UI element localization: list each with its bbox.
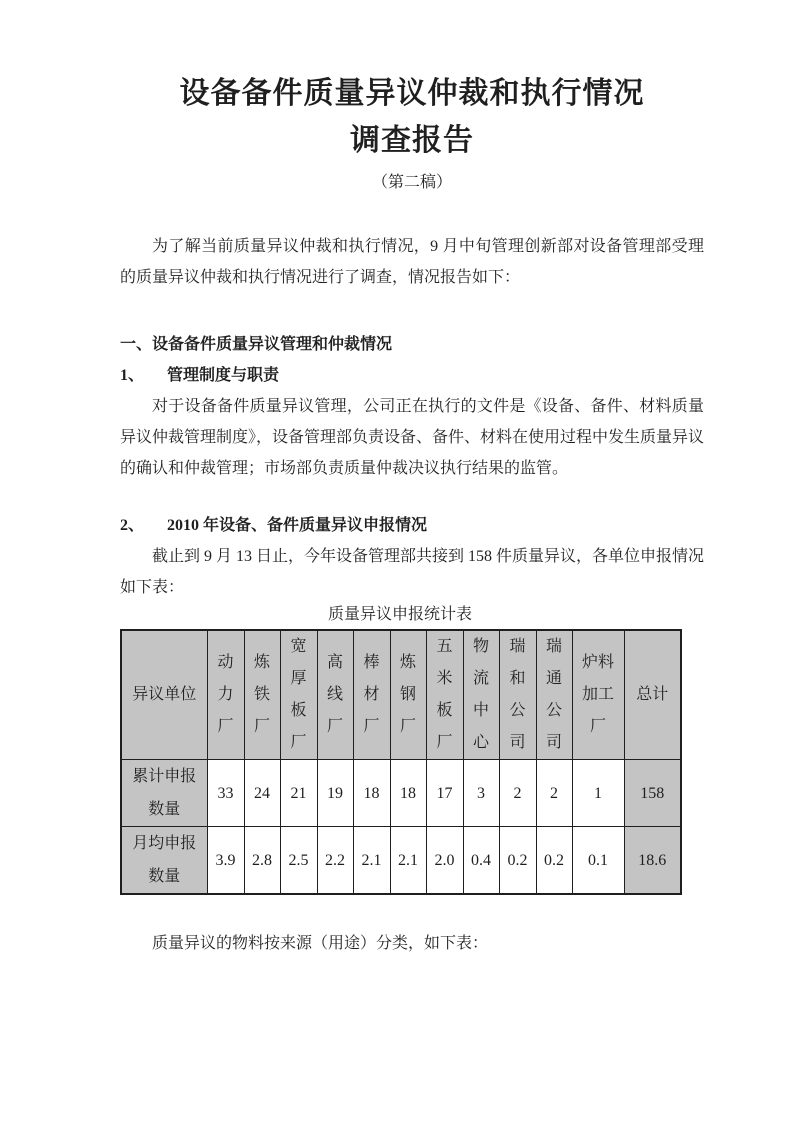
value-cell: 2.0 — [426, 827, 463, 895]
value-cell: 2 — [536, 760, 572, 827]
header-cell: 高线厂 — [317, 630, 353, 760]
value-cell: 2.2 — [317, 827, 353, 895]
total-value-cell: 158 — [624, 760, 681, 827]
value-cell: 18 — [390, 760, 426, 827]
header-cell: 炼钢厂 — [390, 630, 426, 760]
value-cell: 2.8 — [244, 827, 280, 895]
value-cell: 33 — [207, 760, 244, 827]
subsection2-number: 2、 — [120, 517, 145, 534]
value-cell: 17 — [426, 760, 463, 827]
intro-paragraph: 为了解当前质量异议仲裁和执行情况，9 月中旬管理创新部对设备管理部受理的质量异议仲裁和执行情况进行了调查，情况报告如下： — [120, 238, 704, 286]
header-cell: 物流中心 — [463, 630, 499, 760]
value-cell: 0.2 — [536, 827, 572, 895]
value-cell: 0.4 — [463, 827, 499, 895]
subsection1-paragraph: 对于设备备件质量异议管理，公司正在执行的文件是《设备、备件、材料质量异议仲裁管理制度》，设备管理部负责设备、备件、材料在使用过程中发生质量异议的确认和仲裁管理；市场部负责质量仲裁决议执行结果的监管。 — [120, 398, 705, 477]
table-header-row — [121, 630, 681, 760]
value-cell: 3 — [463, 760, 499, 827]
total-value-cell: 18.6 — [624, 827, 681, 895]
report-title-line1: 设备备件质量异议仲裁和执行情况 — [179, 77, 645, 110]
corner-header-label: 异议单位 — [132, 686, 197, 703]
value-cell: 2.1 — [390, 827, 426, 895]
value-cell: 19 — [317, 760, 353, 827]
report-title — [120, 70, 704, 164]
section1-heading: 一、设备备件质量异议管理和仲裁情况 — [120, 336, 393, 353]
value-cell: 1 — [572, 760, 624, 827]
value-cell: 18 — [353, 760, 390, 827]
report-title-line2: 调查报告 — [350, 124, 474, 157]
subsection2-heading — [120, 510, 704, 541]
value-cell: 21 — [280, 760, 317, 827]
header-cell: 动力厂 — [207, 630, 244, 760]
value-cell: 0.1 — [572, 827, 624, 895]
value-cell: 3.9 — [207, 827, 244, 895]
subsection1-title: 管理制度与职责 — [167, 367, 280, 384]
header-cell: 瑞通公司 — [536, 630, 572, 760]
closing-paragraph: 质量异议的物料按来源（用途）分类，如下表： — [152, 935, 489, 952]
corner-header-cell — [121, 630, 207, 760]
statistics-table — [120, 629, 682, 895]
subsection2-paragraph: 截止到 9 月 13 日止，今年设备管理部共接到 158 件质量异议，各单位申报情况如下表： — [120, 548, 705, 596]
value-cell: 24 — [244, 760, 280, 827]
subsection1-heading — [120, 360, 704, 391]
table-caption: 质量异议申报统计表 — [327, 606, 472, 623]
subsection2-title: 2010 年设备、备件质量异议申报情况 — [167, 517, 428, 534]
table-row-monthly-average — [121, 827, 681, 895]
value-cell: 2.1 — [353, 827, 390, 895]
row-label-cell: 月均申报数量 — [121, 827, 207, 895]
value-cell: 2.5 — [280, 827, 317, 895]
value-cell: 2 — [499, 760, 536, 827]
draft-note: （第二稿） — [371, 174, 452, 191]
table-row-cumulative — [121, 760, 681, 827]
header-cell: 宽厚板厂 — [280, 630, 317, 760]
header-cell: 瑞和公司 — [499, 630, 536, 760]
header-cell: 五米板厂 — [426, 630, 463, 760]
value-cell: 0.2 — [499, 827, 536, 895]
subsection1-number: 1、 — [120, 367, 145, 384]
row-label-cell: 累计申报数量 — [121, 760, 207, 827]
header-cell: 炉料加工厂 — [572, 630, 624, 760]
header-cell: 棒材厂 — [353, 630, 390, 760]
header-cell: 炼铁厂 — [244, 630, 280, 760]
total-header-cell: 总计 — [624, 630, 681, 760]
